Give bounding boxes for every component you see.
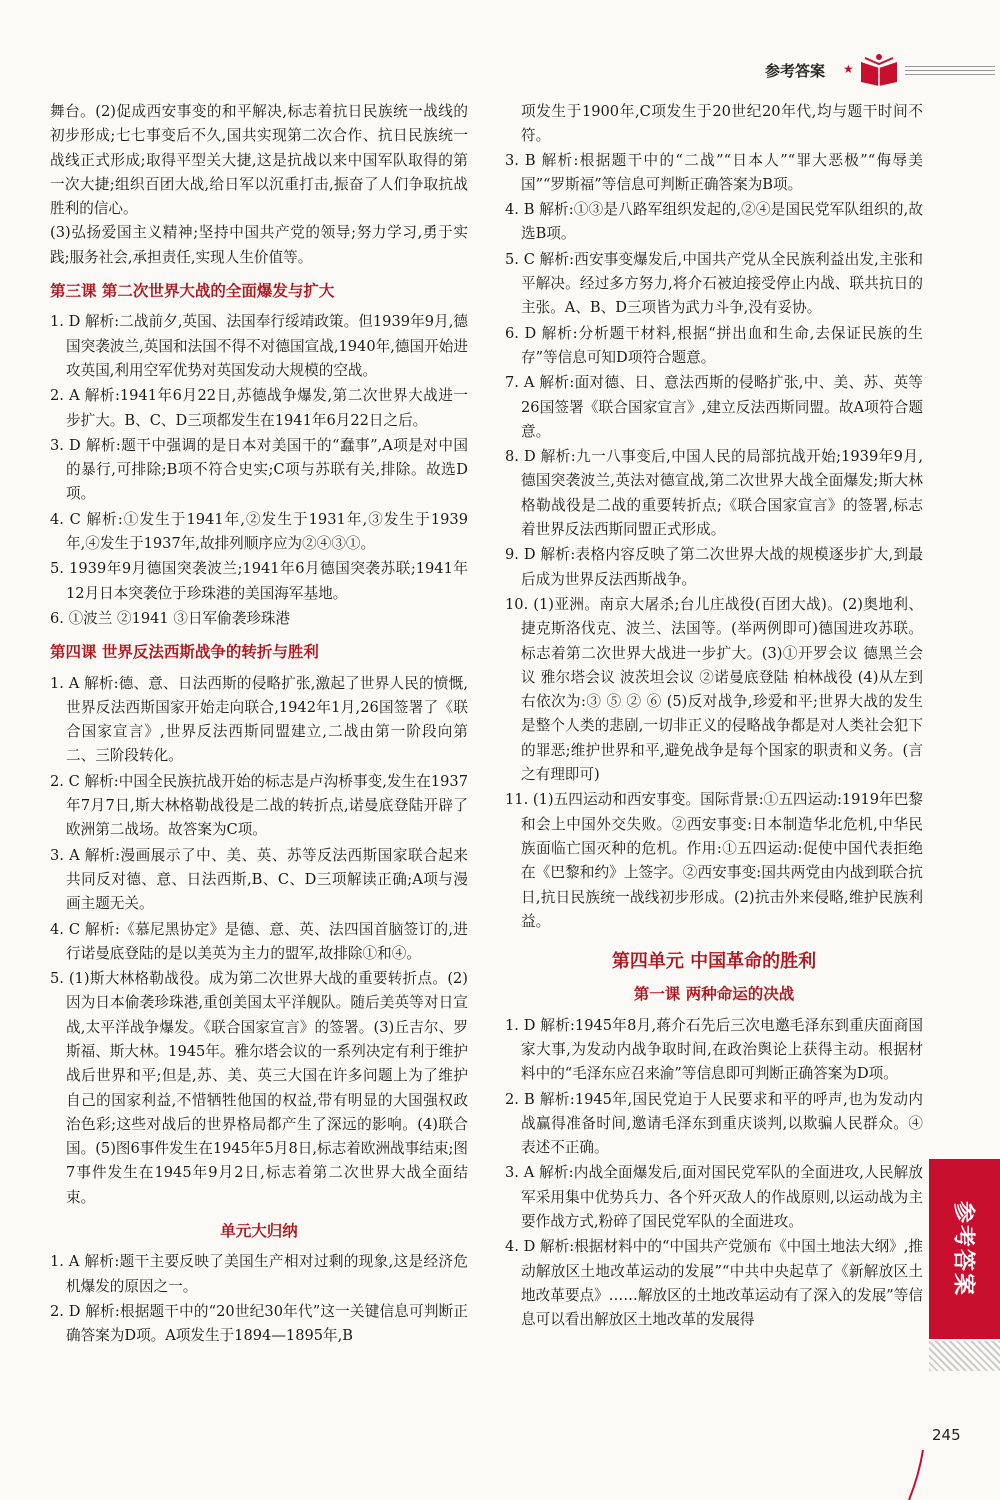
page-number: 245 — [932, 1426, 961, 1444]
answer-item: 2. D 解析:根据题干中的“20世纪30年代”这一关键信息可判断正确答案为D项。A项发生于1894—1895年,B — [50, 1302, 468, 1345]
page-header — [755, 52, 1000, 92]
lesson-heading: 第三课 第二次世界大战的全面爆发与扩大 — [50, 282, 335, 301]
answer-item: 3. A 解析:漫画展示了中、美、英、苏等反法西斯国家联合起来共同反对德、意、日法西斯,B、C、D三项解读正确;A项与漫画主题无关。 — [50, 846, 468, 913]
intro-paragraph: 舞台。(2)促成西安事变的和平解决,标志着抗日民族统一战线的初步形成;七七事变后不久,国共实现第二次合作、抗日民族统一战线正式形成;取得平型关大捷,这是抗战以来中国军队取得的第一次大捷;组织百团大战,给日军以沉重打击,振奋了人们争取抗战胜利的信心。 — [50, 103, 468, 218]
unit-heading: 第四单元 中国革命的胜利 — [611, 951, 817, 973]
book-icon — [857, 52, 901, 88]
header-title: 参考答案 — [765, 62, 826, 80]
answer-item: 7. A 解析:面对德、日、意法西斯的侵略扩张,中、美、苏、英等26国签署《联合国家宣言》,建立反法西斯同盟。故A项符合题意。 — [505, 374, 923, 440]
answer-item: 3. D 解析:题干中强调的是日本对美国干的“蠢事”,A项是对中国的暴行,可排除;B项不符合史实;C项与苏联有关,排除。故选D项。 — [50, 436, 468, 503]
star-icon: ★ — [843, 62, 854, 76]
answer-item: 4. C 解析:《慕尼黑协定》是德、意、英、法四国首脑签订的,进行诺曼底登陆的是以美英为主力的盟军,故排除①和④。 — [50, 920, 468, 962]
left-column — [50, 100, 468, 1350]
lesson-heading: 第四课 世界反法西斯战争的转折与胜利 — [50, 643, 319, 662]
answer-item: 6. ①波兰 ②1941 ③日军偷袭珍珠港 — [50, 609, 291, 627]
answer-item: 1. A 解析:德、意、日法西斯的侵略扩张,激起了世界人民的愤慨,世界反法西斯国家开始走向联合,1942年1月,26国签署了《联合国家宣言》,世界反法西斯同盟建立,二战由第一阶段向第二、三阶段转化。 — [50, 674, 468, 765]
answer-item: 9. D 解析:表格内容反映了第二次世界大战的规模逐步扩大,到最后成为世界反法西斯战争。 — [505, 546, 923, 588]
answer-item: 3. A 解析:内战全面爆发后,面对国民党军队的全面进攻,人民解放军采用集中优势兵力、各个歼灭敌人的作战原则,以运动战为主要作战方式,粉碎了国民党军队的全面进攻。 — [505, 1164, 923, 1231]
answer-item: 2. C 解析:中国全民族抗战开始的标志是卢沟桥事变,发生在1937年7月7日,斯大林格勒战役是二战的转折点,诺曼底登陆开辟了欧洲第二战场。故答案为C项。 — [50, 772, 468, 839]
answer-item: 1. D 解析:二战前夕,英国、法国奉行绥靖政策。但1939年9月,德国突袭波兰,英国和法国不得不对德国宣战,1940年,德国开始进攻英国,利用空军优势对英国发动大规模的空战。 — [50, 313, 468, 379]
side-tab — [929, 1159, 1000, 1339]
answer-item: 8. D 解析:九一八事变后,中国人民的局部抗战开始;1939年9月,德国突袭波兰,英法对德宣战,第二次世界大战全面爆发;斯大林格勒战役是二战的重要转折点;《联合国家宣言》的签署,标志着世界反法西斯同盟正式形成。 — [505, 448, 923, 539]
right-column — [505, 100, 923, 1334]
answer-item: 1. D 解析:1945年8月,蒋介石先后三次电邀毛泽东到重庆面商国家大事,为发动内战争取时间,在政治舆论上获得主动。根据材料中的“毛泽东应召来渝”等信息即可判断正确答案为D项。 — [505, 1016, 923, 1083]
answer-item: 5. C 解析:西安事变爆发后,中国共产党从全民族利益出发,主张和平解决。经过多方努力,将介石被迫接受停止内战、联共抗日的主张。A、B、D三项皆为武力斗争,没有妥协。 — [505, 250, 923, 317]
answer-item: 5. (1)斯大林格勒战役。成为第二次世界大战的重要转折点。(2)因为日本偷袭珍珠港,重创美国太平洋舰队。随后美英等对日宣战,太平洋战争爆发。《联合国家宣言》的签署。(3)丘吉尔、罗斯福、斯大林。1945年。雅尔塔会议的一系列决定有利于维护战后世界和平;但是,苏、美、英三大国在许多问题上为了维护自己的国家利益,不惜牺牲他国的权益,带有明显的大国强权政治色彩;这些对战后的世界格局都产生了深远的影响。(4)联合国。(5)图6事件发生在1945年5月8日,标志着欧洲战事结束;图7事件发生在1945年9月2日,标志着第二次世界大战全面结束。 — [50, 970, 468, 1206]
lesson-heading: 第一课 两种命运的决战 — [633, 985, 795, 1004]
answer-item: 5. 1939年9月德国突袭波兰;1941年6月德国突袭苏联;1941年12月日本突袭位于珍珠港的美国海军基地。 — [50, 560, 468, 602]
continued-paragraph: 项发生于1900年,C项发生于20世纪20年代,均与题干时间不符。 — [521, 103, 923, 145]
side-tab-label: 参考答案 — [950, 1200, 975, 1298]
answer-item: 4. D 解析:根据材料中的“中国共产党颁布《中国土地法大纲》,推动解放区土地改革运动的发展”“中共中央起草了《新解放区土地改革要点》……解放区的土地改革运动有了深入的发展”等信息可以看出解放区土地改革的发展得 — [505, 1238, 923, 1329]
answer-item: 6. D 解析:分析题干材料,根据“拼出血和生命,去保证民族的生存”等信息可知D项符合题意。 — [505, 324, 923, 366]
answer-item: 1. A 解析:题干主要反映了美国生产相对过剩的现象,这是经济危机爆发的原因之一。 — [50, 1253, 468, 1295]
answer-item: 10. (1)亚洲。南京大屠杀;台儿庄战役(百团大战)。(2)奥地利、捷克斯洛伐克、波兰、法国等。(举两例即可)德国进攻苏联。标志着第二次世界大战进一步扩大。(3)①开罗会议 德黑兰会议 雅尔塔会议 波茨坦会议 ②诺曼底登陆 柏林战役 (4)从左到右依次为:③ ⑤ ② ⑥ (5)反对战争,珍爱和平;世界大战的发生是整个人类的悲剧,一切非正义的侵略战争都是对人类社会犯下的罪恶;维护世界和平,避免战争是每个国家的职责和义务。(言之有理即可) — [505, 595, 923, 784]
intro-paragraph: (3)弘扬爱国主义精神;坚持中国共产党的领导;努力学习,勇于实践;服务社会,承担责任,实现人生价值等。 — [50, 224, 468, 266]
corner-decoration — [905, 1450, 925, 1500]
side-tab-pattern — [929, 1341, 1000, 1371]
answer-item: 3. B 解析:根据题干中的“二战”“日本人”“罪大恶极”“侮辱美国”“罗斯福”等信息可判断正确答案为B项。 — [505, 151, 923, 193]
answer-item: 4. C 解析:①发生于1941年,②发生于1931年,③发生于1939年,④发生于1937年,故排列顺序应为②④③①。 — [50, 510, 468, 553]
summary-heading: 单元大归纳 — [220, 1222, 298, 1241]
header-rule-lines — [905, 66, 995, 78]
answer-item: 4. B 解析:①③是八路军组织发起的,②④是国民党军队组织的,故选B项。 — [505, 201, 923, 243]
answer-item: 2. A 解析:1941年6月22日,苏德战争爆发,第二次世界大战进一步扩大。B、C、D三项都发生在1941年6月22日之后。 — [50, 387, 468, 429]
answer-item: 2. B 解析:1945年,国民党迫于人民要求和平的呼声,也为发动内战赢得准备时间,邀请毛泽东到重庆谈判,以欺骗人民群众。④表述不正确。 — [505, 1090, 923, 1157]
answer-item: 11. (1)五四运动和西安事变。国际背景:①五四运动:1919年巴黎和会上中国外交失败。②西安事变:日本制造华北危机,中华民族面临亡国灭种的危机。作用:①五四运动:促使中国代表拒绝在《巴黎和约》上签字。②西安事变:国共两党由内战到联合抗日,抗日民族统一战线初步形成。(2)抗击外来侵略,维护民族利益。 — [505, 791, 923, 930]
